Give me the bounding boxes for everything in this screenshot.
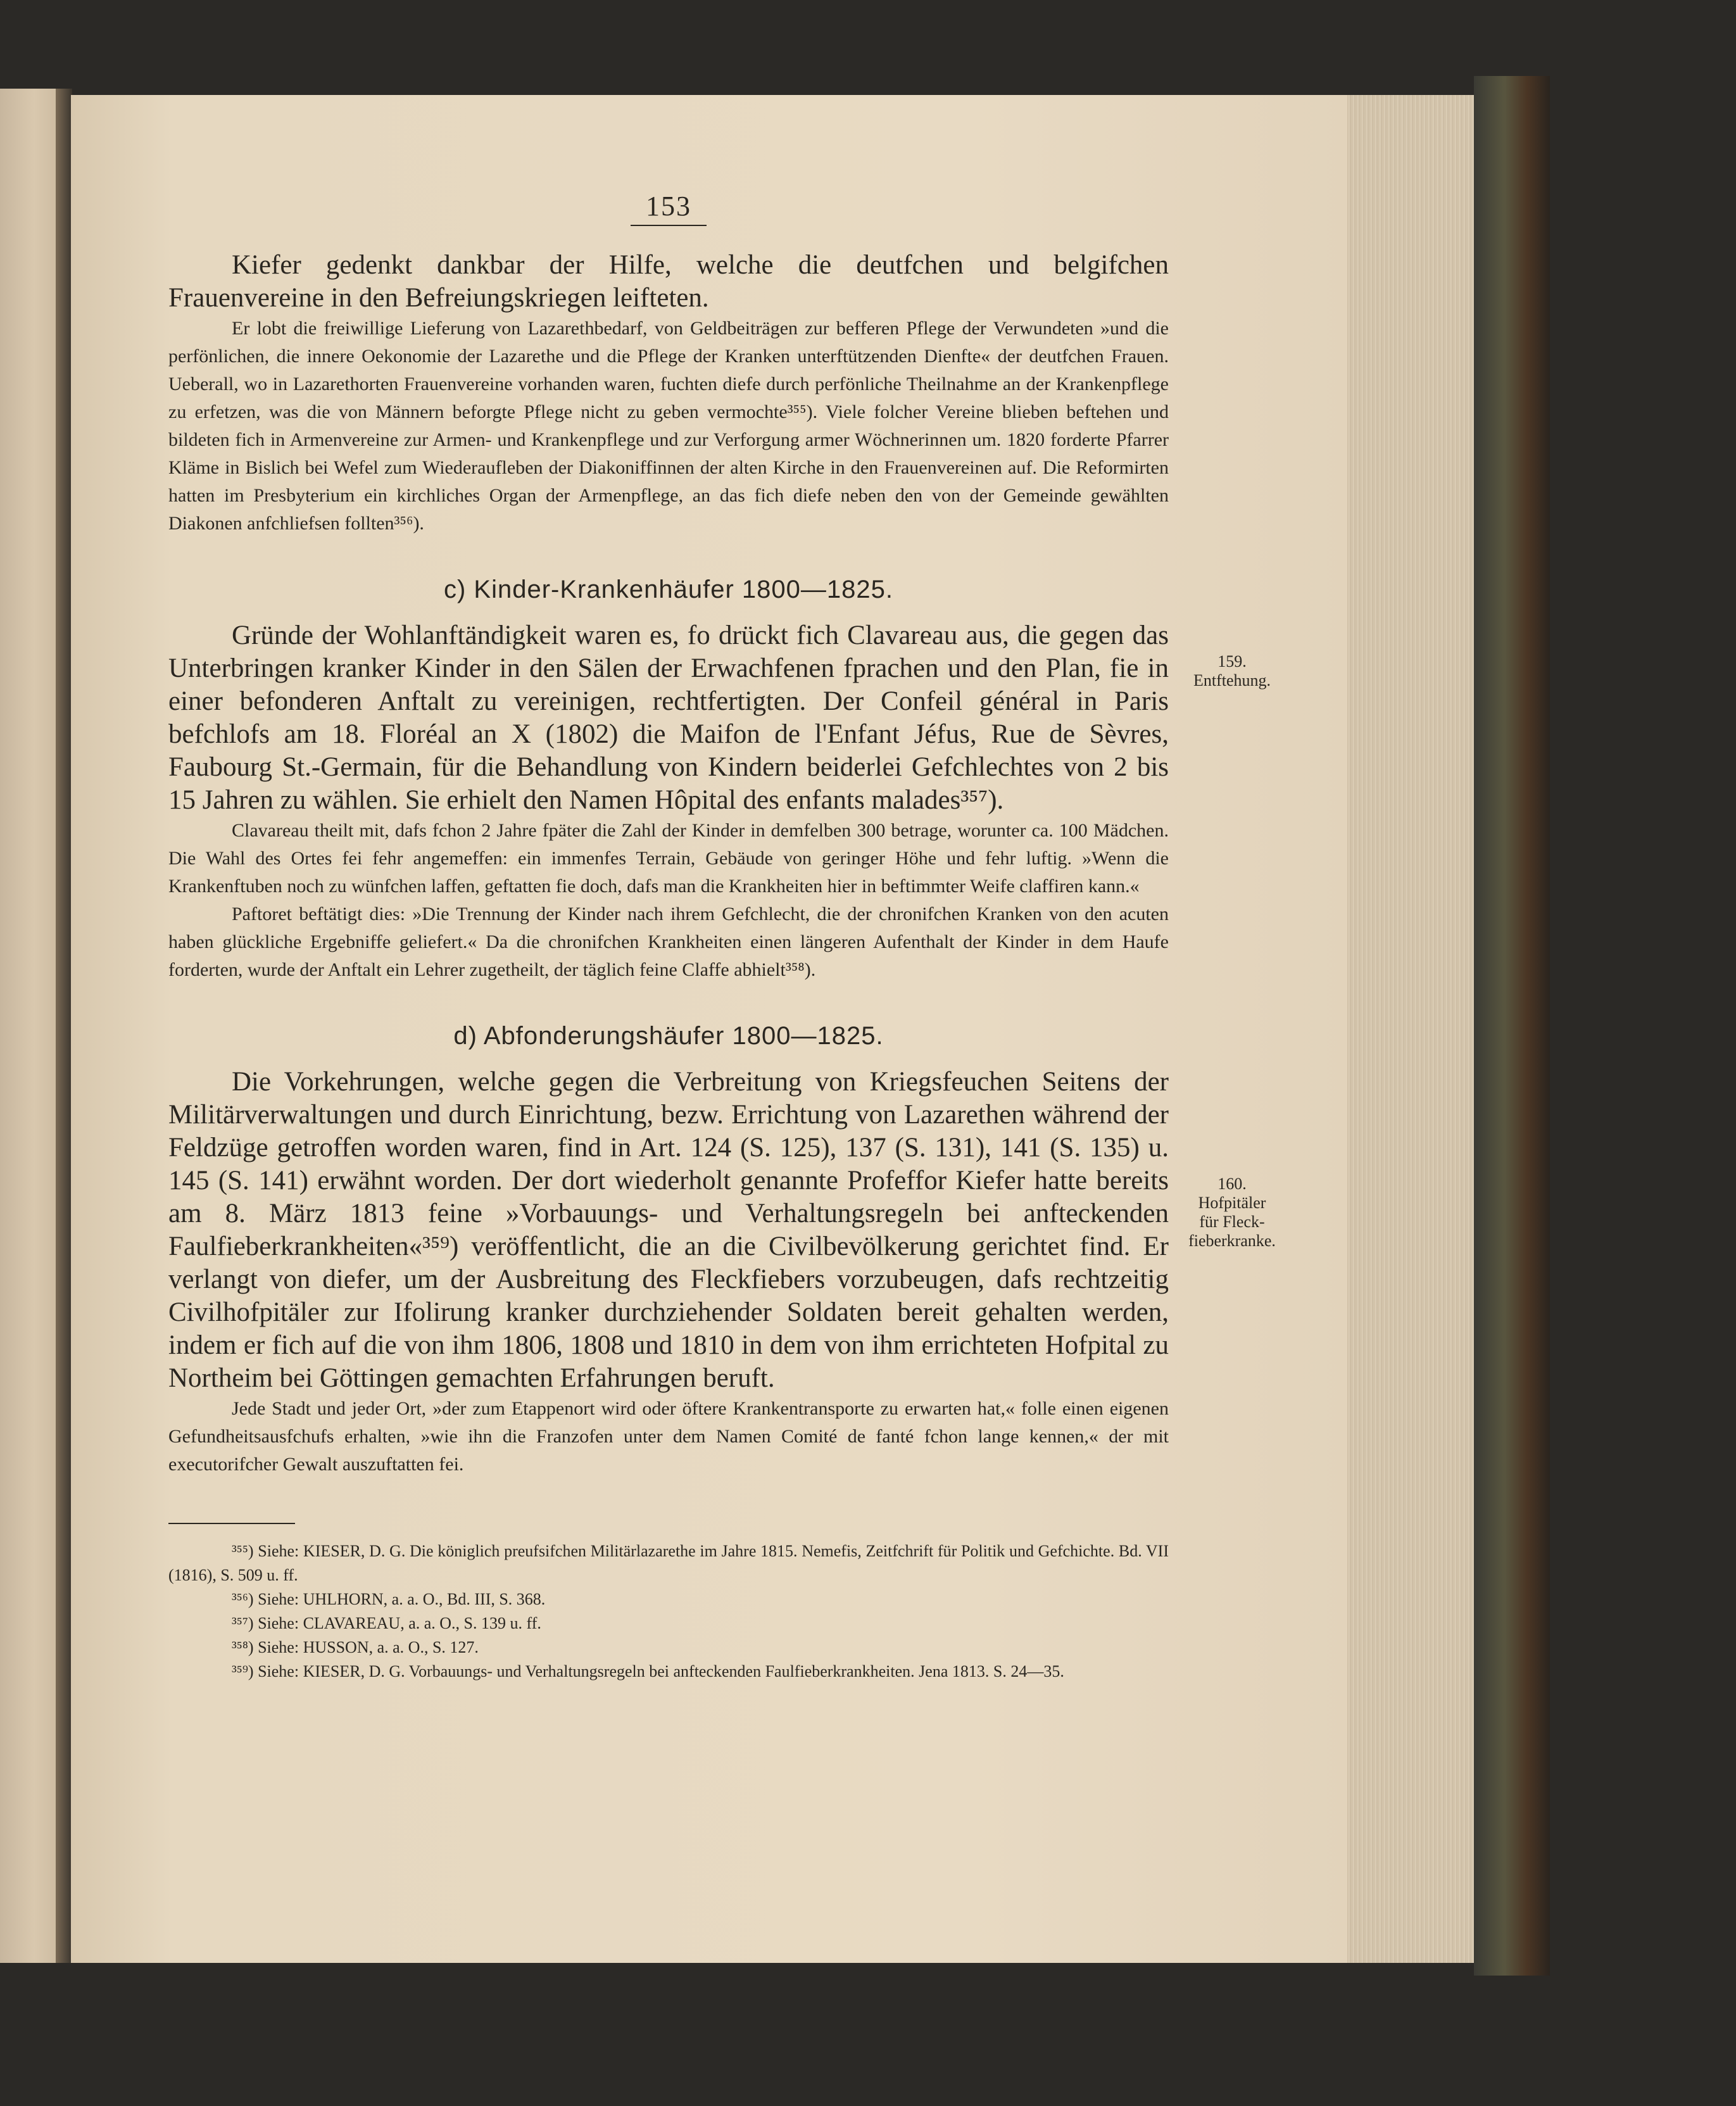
section-heading-d: d) Abfonderungshäufer 1800—1825.	[453, 1022, 884, 1050]
margin-note-160-line3: fieberkranke.	[1188, 1232, 1276, 1250]
paragraph-pastoret: Paftoret beftätigt dies: »Die Trennung der Kinder nach ihrem Gefchlecht, die der chronifchen Kranken von den acuten haben glückliche Ergebniffe geliefert.« Da die chronifchen Krankheiten einen längeren Aufenthalt der Kinder in dem Haufe forderten, wurde der Anftalt ein Lehrer zugetheilt, der täglich feine Claffe abhielt³⁵⁸).	[168, 904, 1169, 980]
footnote-355: ³⁵⁵) Siehe: KIESER, D. G. Die königlich preufsifchen Militärlazarethe im Jahre 1815. Nemefis, Zeitfchrift für Politik und Gefchichte. Bd. VII (1816), S. 509 u. ff.	[168, 1542, 1169, 1584]
margin-note-160-number: 160.	[1217, 1175, 1247, 1193]
footnote-358: ³⁵⁸) Siehe: HUSSON, a. a. O., S. 127.	[232, 1638, 479, 1656]
margin-note-159	[1175, 652, 1289, 690]
book-gutter	[56, 89, 72, 1963]
page-number: 153	[168, 190, 1169, 226]
paragraph-clavareau: Clavareau theilt mit, dafs fchon 2 Jahre fpäter die Zahl der Kinder in demfelben 300 betrage, worunter ca. 100 Mädchen. Die Wahl des Ortes fei fehr angemeffen: ein immenfes Terrain, Gebäude von geringer Höhe und fehr luftig. »Wenn die Krankenftuben noch zu wünfchen laffen, geftatten fie doch, dafs man die Krankheiten hier in beftimmter Weife claffiren kann.«	[168, 820, 1169, 897]
footnote-357: ³⁵⁷) Siehe: CLAVAREAU, a. a. O., S. 139 u. ff.	[232, 1614, 541, 1632]
footnote-rule	[168, 1523, 295, 1524]
margin-note-159-number: 159.	[1217, 652, 1247, 671]
paragraph-kinder-krankenhaeuser: Gründe der Wohlanftändigkeit waren es, fo drückt fich Clavareau aus, die gegen das Unterbringen kranker Kinder in den Sälen der Erwachfenen fprachen und den Plan, fie in einer befonderen Anftalt zu vereinigen, rechtfertigten. Der Confeil général in Paris befchlofs am 18. Floréal an X (1802) die Maifon de l'Enfant Jéfus, Rue de Sèvres, Faubourg St.-Germain, für die Behandlung von Kindern beiderlei Gefchlechtes von 2 bis 15 Jahren zu wählen. Sie erhielt den Namen Hôpital des enfants malades³⁵⁷).	[168, 621, 1169, 815]
footnote-356: ³⁵⁶) Siehe: UHLHORN, a. a. O., Bd. III, S. 368.	[232, 1590, 546, 1608]
section-heading-c: c) Kinder-Krankenhäufer 1800—1825.	[444, 576, 893, 603]
page-edges	[1347, 95, 1474, 1963]
footnote-359: ³⁵⁹) Siehe: KIESER, D. G. Vorbauungs- und Verhaltungsregeln bei anfteckenden Faulfieberkrankheiten. Jena 1813. S. 24—35.	[232, 1662, 1064, 1680]
margin-note-160	[1175, 1175, 1289, 1251]
left-page-edge	[0, 89, 57, 1963]
page-content	[168, 190, 1169, 1684]
paragraph-kiefer: Kiefer gedenkt dankbar der Hilfe, welche die deutfchen und belgifchen Frauenvereine in den Befreiungskriegen leifteten.	[168, 250, 1169, 313]
margin-note-160-line2: für Fleck-	[1199, 1213, 1265, 1231]
paragraph-frauenvereine: Er lobt die freiwillige Lieferung von Lazarethbedarf, von Geldbeiträgen zur befferen Pflege der Verwundeten »und die perfönlichen, die innere Oekonomie der Lazarethe und die Pflege der Kranken unterftützenden Dienfte« der deutfchen Frauen. Ueberall, wo in Lazarethorten Frauenvereine vorhanden waren, fuchten diefe durch perfönliche Theilnahme an der Krankenpflege zu erfetzen, was die von Männern beforgte Pflege nicht zu geben vermochte³⁵⁵). Viele folcher Vereine blieben beftehen und bildeten fich in Armenvereine zur Armen- und Krankenpflege und zur Verforgung armer Wöchnerinnen um. 1820 forderte Pfarrer Kläme in Bislich bei Wefel zum Wiederaufleben der Diakoniffinnen der alten Kirche in den Frauenvereinen auf. Die Reformirten hatten im Presbyterium ein kirchliches Organ der Armenpflege, an das fich diefe neben den von der Gemeinde gewählten Diakonen anfchliefsen follten³⁵⁶).	[168, 318, 1169, 534]
paragraph-vorkehrungen: Die Vorkehrungen, welche gegen die Verbreitung von Kriegsfeuchen Seitens der Militärverwaltungen und durch Einrichtung, bezw. Errichtung von Lazarethen während der Feldzüge getroffen worden waren, find in Art. 124 (S. 125), 137 (S. 131), 141 (S. 135) u. 145 (S. 141) erwähnt worden. Der dort wiederholt genannte Profeffor Kiefer hatte bereits am 8. März 1813 feine »Vorbauungs- und Verhaltungsregeln bei anfteckenden Faulfieberkrankheiten«³⁵⁹) veröffentlicht, die an die Civilbevölkerung gerichtet find. Er verlangt von diefer, um der Ausbreitung des Fleckfiebers vorzubeugen, dafs rechtzeitig Civilhofpitäler zur Ifolirung kranker durchziehender Soldaten bereit gehalten werden, indem er fich auf die von ihm 1806, 1808 und 1810 in dem von ihm errichteten Hofpital zu Northeim bei Göttingen gemachten Erfahrungen beruft.	[168, 1067, 1169, 1393]
margin-note-160-line1: Hofpitäler	[1198, 1194, 1266, 1212]
book-binding	[1474, 76, 1550, 1976]
paragraph-jede-stadt: Jede Stadt und jeder Ort, »der zum Etappenort wird oder öftere Krankentransporte zu erwarten hat,« folle einen eigenen Gefundheitsausfchufs erhalten, »wie ihn die Franzofen unter dem Namen Comité de fanté fchon lange kennen,« der mit executorifcher Gewalt auszuftatten fei.	[168, 1398, 1169, 1475]
margin-note-159-text: Entftehung.	[1193, 671, 1271, 690]
